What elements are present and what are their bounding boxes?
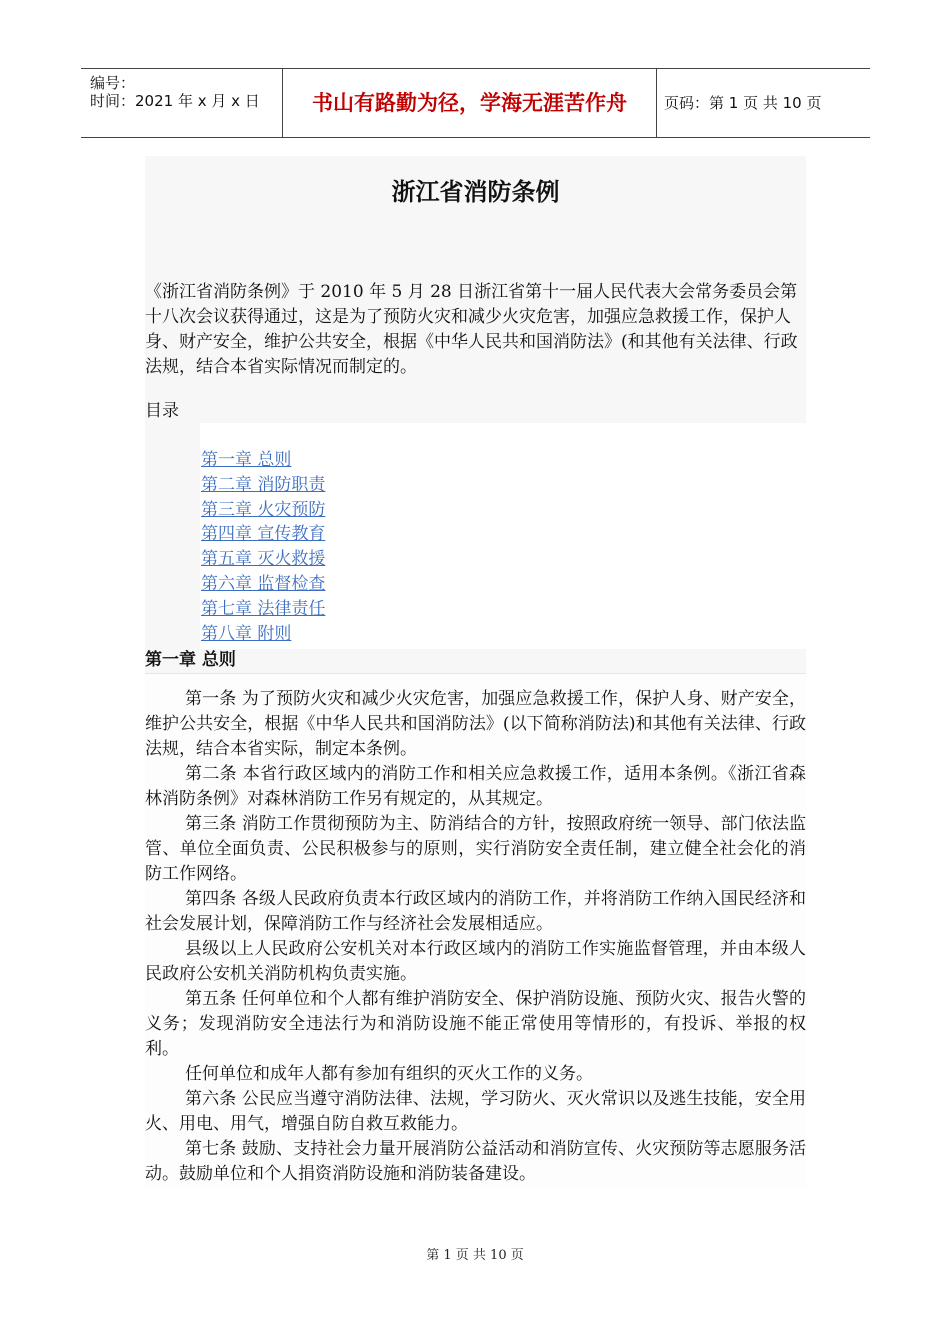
article-paragraph: 县级以上人民政府公安机关对本行政区域内的消防工作实施监督管理，并由本级人民政府公安机关消防机构负责实施。: [145, 939, 806, 984]
header-motto: 书山有路勤为径，学海无涯苦作舟: [282, 69, 657, 137]
header-meta: [81, 69, 281, 137]
intro-paragraph: 《浙江省消防条例》于 2010 年 5 月 28 日浙江省第十一届人民代表大会常务委员会第十八次会议获得通过，这是为了预防火灾和减少火灾危害，加强应急救援工作，保护人身、财产安全，维护公共安全，根据《中华人民共和国消防法》(和其他有关法律、行政法规，结合本省实际情况而制定的。: [145, 282, 798, 377]
document-header: [81, 68, 870, 138]
toc-item: [201, 473, 325, 498]
time-label: 时间：2021 年 x 月 x 日: [90, 92, 260, 110]
document-title: 浙江省消防条例: [391, 178, 560, 206]
page-footer: 第 1 页 共 10 页: [426, 1248, 524, 1263]
toc-link-chapter-8[interactable]: 第八章 附则: [201, 623, 292, 644]
toc-label: 目录: [145, 401, 179, 421]
article-paragraph: 第七条 鼓励、支持社会力量开展消防公益活动和消防宣传、火灾预防等志愿服务活动。鼓励单位和个人捐资消防设施和消防装备建设。: [145, 1139, 806, 1184]
divider: [145, 673, 806, 674]
article-paragraph: 第三条 消防工作贯彻预防为主、防消结合的方针，按照政府统一领导、部门依法监管、单位全面负责、公民积极参与的原则，实行消防安全责任制，建立健全社会化的消防工作网络。: [145, 814, 806, 884]
toc-link-chapter-7[interactable]: 第七章 法律责任: [201, 598, 326, 619]
toc-item: [201, 622, 325, 647]
article-paragraph: 第二条 本省行政区域内的消防工作和相关应急救援工作，适用本条例。《浙江省森林消防条例》对森林消防工作另有规定的，从其规定。: [145, 764, 806, 809]
number-label: 编号：: [90, 74, 136, 92]
header-page-info: 页码：第 1 页 共 10 页: [664, 94, 822, 112]
toc-link-chapter-6[interactable]: 第六章 监督检查: [201, 573, 326, 594]
document-body: [145, 156, 806, 1187]
toc-link-chapter-4[interactable]: 第四章 宣传教育: [201, 524, 326, 545]
chapter-heading: 第一章 总则: [145, 650, 236, 670]
article-paragraph: 第一条 为了预防火灾和减少火灾危害，加强应急救援工作，保护人身、财产安全，维护公共安全，根据《中华人民共和国消防法》(以下简称消防法)和其他有关法律、行政法规，结合本省实际，制定本条例。: [145, 689, 806, 759]
toc-item: [201, 498, 325, 523]
toc-link-chapter-1[interactable]: 第一章 总则: [201, 450, 292, 470]
toc-link-chapter-5[interactable]: 第五章 灭火救援: [201, 549, 326, 570]
article-text: [145, 687, 806, 1187]
toc-item: [201, 448, 325, 473]
toc-item: [201, 547, 325, 572]
toc-item: [201, 572, 325, 597]
article-paragraph: 第五条 任何单位和个人都有维护消防安全、保护消防设施、预防火灾、报告火警的义务；发现消防安全违法行为和消防设施不能正常使用等情形的，有投诉、举报的权利。: [145, 989, 806, 1059]
article-paragraph: 第四条 各级人民政府负责本行政区域内的消防工作，并将消防工作纳入国民经济和社会发展计划，保障消防工作与经济社会发展相适应。: [145, 889, 806, 934]
toc-item: [201, 597, 325, 622]
article-paragraph: 任何单位和成年人都有参加有组织的灭火工作的义务。: [185, 1064, 593, 1084]
table-of-contents: [201, 448, 325, 646]
toc-link-chapter-3[interactable]: 第三章 火灾预防: [201, 499, 326, 520]
toc-item: [201, 522, 325, 547]
article-paragraph: 第六条 公民应当遵守消防法律、法规，学习防火、灭火常识以及逃生技能，安全用火、用电、用气，增强自防自救互救能力。: [145, 1089, 806, 1134]
toc-link-chapter-2[interactable]: 第二章 消防职责: [201, 474, 326, 495]
